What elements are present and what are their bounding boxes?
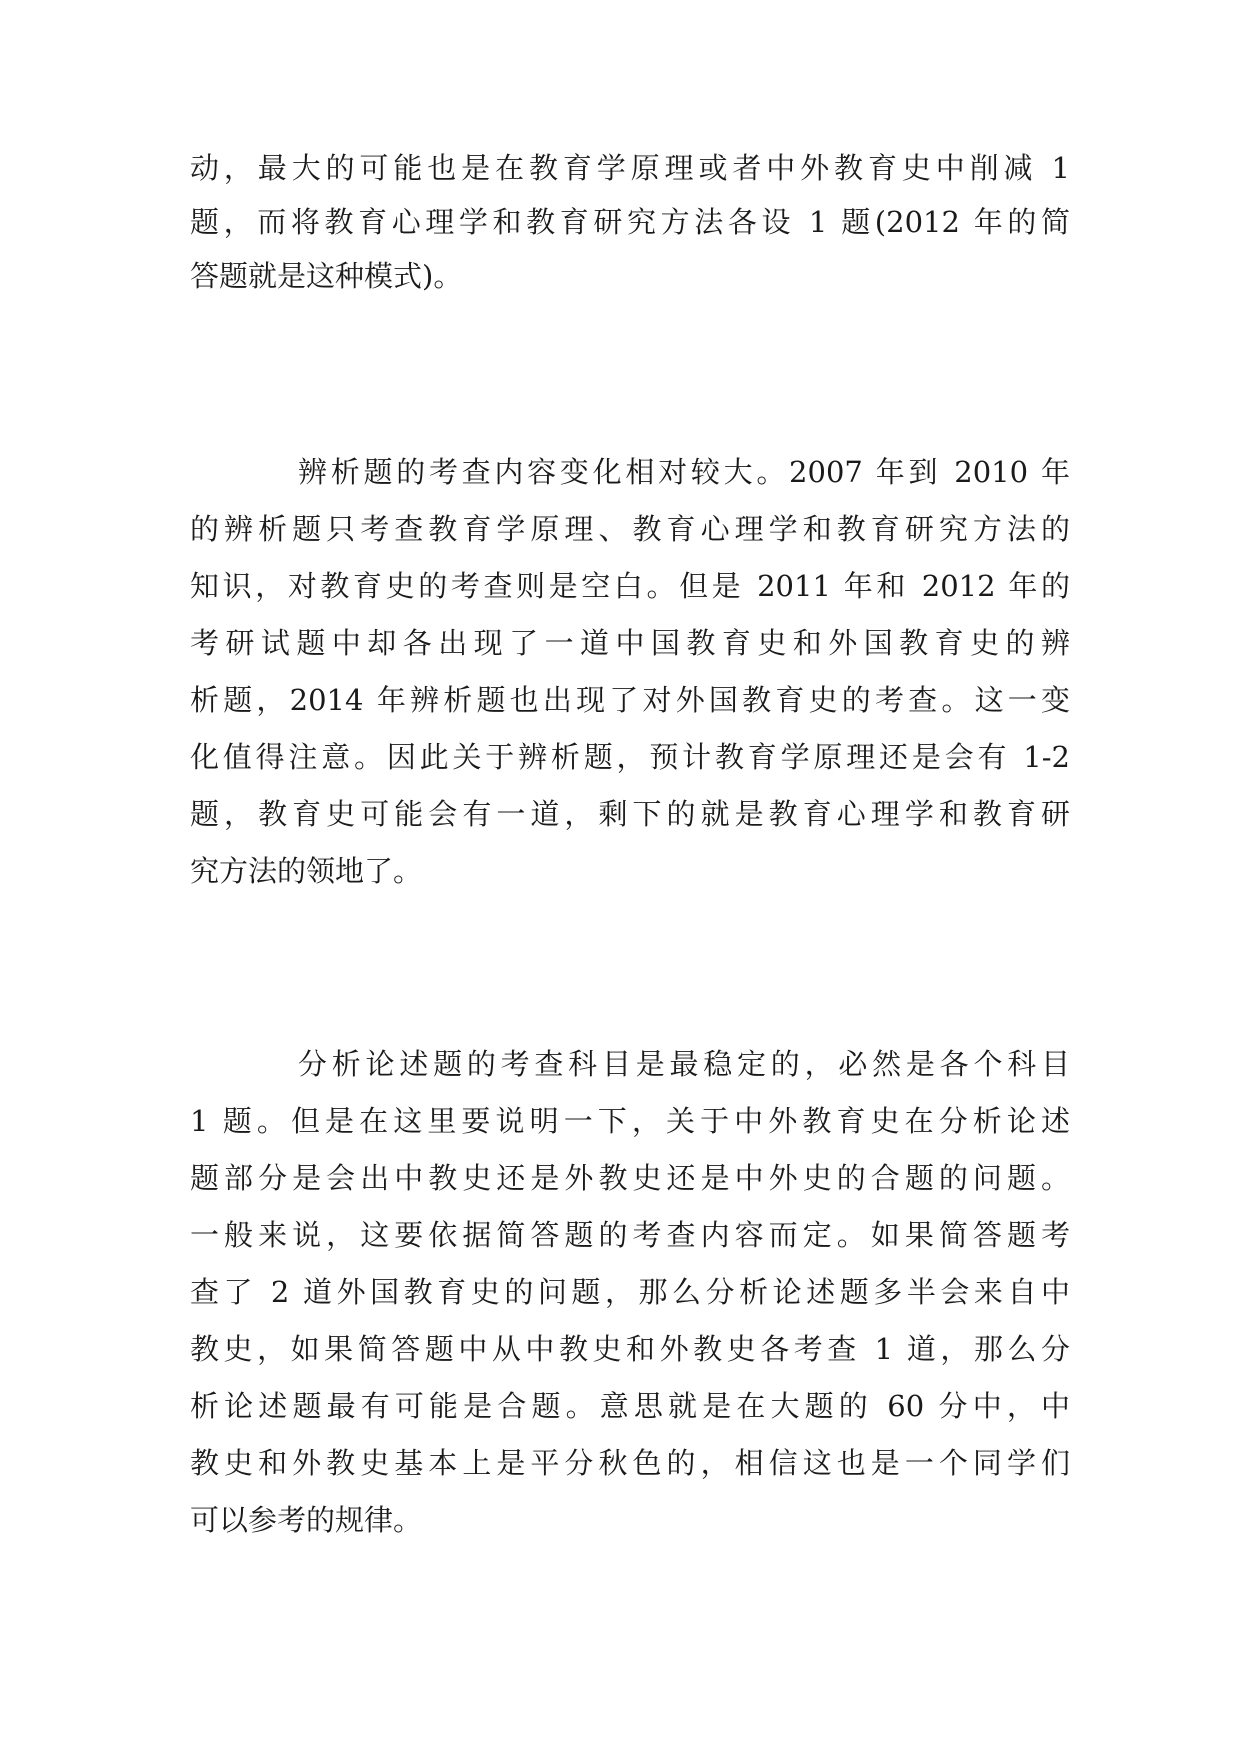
paragraph-1-line-2: 题，而将教育心理学和教育研究方法各设 1 题(2012 年的简: [190, 205, 1070, 239]
paragraph-3-line-4: 一般来说，这要依据简答题的考查内容而定。如果简答题考: [190, 1218, 1070, 1252]
paragraph-2-line-7: 题，教育史可能会有一道，剩下的就是教育心理学和教育研: [190, 797, 1070, 831]
paragraph-3-line-6: 教史，如果简答题中从中教史和外教史各考查 1 道，那么分: [190, 1332, 1070, 1366]
paragraph-3-line-1: 分析论述题的考查科目是最稳定的，必然是各个科目: [298, 1047, 1070, 1081]
paragraph-3-line-3: 题部分是会出中教史还是外教史还是中外史的合题的问题。: [190, 1161, 1070, 1195]
paragraph-2-line-8: 究方法的领地了。: [190, 854, 423, 888]
paragraph-2-line-1: 辨析题的考查内容变化相对较大。2007 年到 2010 年: [298, 455, 1070, 489]
paragraph-3-line-2: 1 题。但是在这里要说明一下，关于中外教育史在分析论述: [190, 1104, 1070, 1138]
paragraph-1-line-1: 动，最大的可能也是在教育学原理或者中外教育史中削减 1: [190, 151, 1070, 185]
paragraph-1-line-3: 答题就是这种模式)。: [190, 259, 463, 293]
paragraph-3-line-8: 教史和外教史基本上是平分秋色的，相信这也是一个同学们: [190, 1446, 1070, 1480]
paragraph-2-line-5: 析题，2014 年辨析题也出现了对外国教育史的考查。这一变: [190, 683, 1070, 717]
paragraph-3-line-9: 可以参考的规律。: [190, 1503, 423, 1537]
paragraph-2-line-4: 考研试题中却各出现了一道中国教育史和外国教育史的辨: [190, 626, 1070, 660]
paragraph-2-line-2: 的辨析题只考查教育学原理、教育心理学和教育研究方法的: [190, 512, 1070, 546]
paragraph-2-line-6: 化值得注意。因此关于辨析题，预计教育学原理还是会有 1-2: [190, 740, 1070, 774]
paragraph-3-line-5: 查了 2 道外国教育史的问题，那么分析论述题多半会来自中: [190, 1275, 1070, 1309]
paragraph-3-line-7: 析论述题最有可能是合题。意思就是在大题的 60 分中，中: [190, 1389, 1070, 1423]
paragraph-2-line-3: 知识，对教育史的考查则是空白。但是 2011 年和 2012 年的: [190, 569, 1070, 603]
